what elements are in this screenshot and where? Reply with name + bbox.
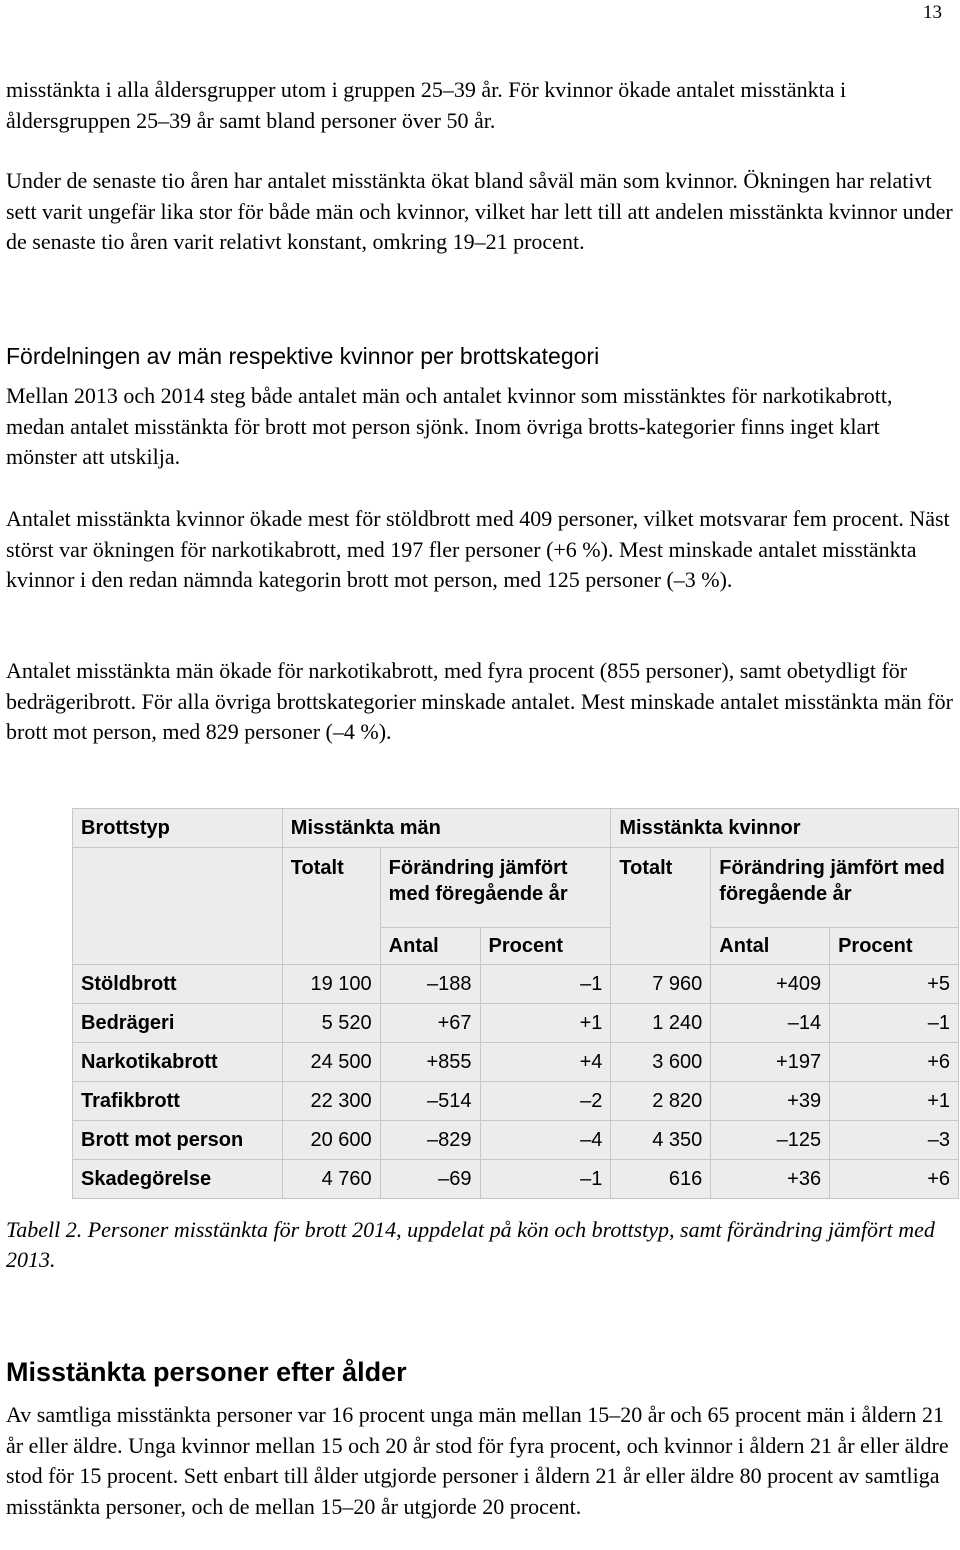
women-change-procent: +5 bbox=[830, 965, 959, 1004]
paragraph-categories: Mellan 2013 och 2014 steg både antalet män och antalet kvinnor som misstänktes för narkotikabrott, medan antalet misstänkta för brott mot person sjönk. Inom övriga brotts-kategorier finns inget klart mönster att utskilja. bbox=[6, 383, 893, 469]
men-change-procent: –1 bbox=[480, 1160, 611, 1199]
women-total: 616 bbox=[611, 1160, 711, 1199]
men-total: 24 500 bbox=[282, 1043, 380, 1082]
header-men-total: Totalt bbox=[282, 848, 380, 965]
section-heading-age: Misstänkta personer efter ålder bbox=[6, 1357, 407, 1387]
men-change-procent: –2 bbox=[480, 1082, 611, 1121]
table-row bbox=[73, 1043, 959, 1082]
men-change-antal: –514 bbox=[380, 1082, 480, 1121]
women-total: 4 350 bbox=[611, 1121, 711, 1160]
header-men-procent: Procent bbox=[480, 928, 611, 965]
men-total: 19 100 bbox=[282, 965, 380, 1004]
men-change-antal: +67 bbox=[380, 1004, 480, 1043]
row-type: Skadegörelse bbox=[73, 1160, 283, 1199]
men-change-procent: +4 bbox=[480, 1043, 611, 1082]
men-change-antal: +855 bbox=[380, 1043, 480, 1082]
men-change-antal: –829 bbox=[380, 1121, 480, 1160]
men-total: 22 300 bbox=[282, 1082, 380, 1121]
table-row bbox=[73, 1121, 959, 1160]
table-row bbox=[73, 1160, 959, 1199]
men-total: 5 520 bbox=[282, 1004, 380, 1043]
table-header-row-2 bbox=[73, 848, 959, 928]
row-type: Bedrägeri bbox=[73, 1004, 283, 1043]
women-change-procent: +6 bbox=[830, 1160, 959, 1199]
header-women-change: Förändring jämfört med föregående år bbox=[711, 848, 959, 928]
men-change-antal: –188 bbox=[380, 965, 480, 1004]
women-change-procent: +6 bbox=[830, 1043, 959, 1082]
table-row bbox=[73, 1082, 959, 1121]
men-total: 20 600 bbox=[282, 1121, 380, 1160]
crime-stats-table bbox=[72, 808, 959, 1199]
header-women-procent: Procent bbox=[830, 928, 959, 965]
men-change-procent: +1 bbox=[480, 1004, 611, 1043]
row-type: Stöldbrott bbox=[73, 965, 283, 1004]
paragraph-intro: misstänkta i alla åldersgrupper utom i gruppen 25–39 år. För kvinnor ökade antalet misstänkta i åldersgruppen 25–39 år samt bland personer över 50 år. bbox=[6, 77, 847, 133]
paragraph-age: Av samtliga misstänkta personer var 16 procent unga män mellan 15–20 år och 65 procent män i åldern 21 år eller äldre. Unga kvinnor mellan 15 och 20 år stod för fyra procent, och kvinnor i åldern 21 år eller äldre stod för 15 procent. Sett enbart till ålder utgjorde personer i åldern 21 år eller äldre 80 procent av samtliga misstänkta personer, och de mellan 15–20 år utgjorde 20 procent. bbox=[6, 1402, 949, 1519]
header-women-total: Totalt bbox=[611, 848, 711, 965]
header-men: Misstänkta män bbox=[282, 809, 611, 848]
women-change-procent: +1 bbox=[830, 1082, 959, 1121]
men-total: 4 760 bbox=[282, 1160, 380, 1199]
table-row bbox=[73, 1004, 959, 1043]
women-change-antal: +409 bbox=[711, 965, 830, 1004]
men-change-procent: –1 bbox=[480, 965, 611, 1004]
men-change-antal: –69 bbox=[380, 1160, 480, 1199]
women-total: 2 820 bbox=[611, 1082, 711, 1121]
header-men-antal: Antal bbox=[380, 928, 480, 965]
subheading-distribution: Fördelningen av män respektive kvinnor per brottskategori bbox=[6, 343, 600, 369]
row-type: Brott mot person bbox=[73, 1121, 283, 1160]
table-caption: Tabell 2. Personer misstänkta för brott 2014, uppdelat på kön och brottstyp, samt förändring jämfört med 2013. bbox=[6, 1217, 935, 1272]
row-type: Trafikbrott bbox=[73, 1082, 283, 1121]
row-type: Narkotikabrott bbox=[73, 1043, 283, 1082]
women-change-antal: +197 bbox=[711, 1043, 830, 1082]
women-change-procent: –1 bbox=[830, 1004, 959, 1043]
header-brottstyp: Brottstyp bbox=[73, 809, 283, 848]
women-total: 1 240 bbox=[611, 1004, 711, 1043]
men-change-procent: –4 bbox=[480, 1121, 611, 1160]
women-total: 3 600 bbox=[611, 1043, 711, 1082]
header-men-change: Förändring jämfört med föregående år bbox=[380, 848, 611, 928]
women-change-antal: +39 bbox=[711, 1082, 830, 1121]
table-row bbox=[73, 965, 959, 1004]
header-women: Misstänkta kvinnor bbox=[611, 809, 959, 848]
table-header-row-1 bbox=[73, 809, 959, 848]
women-total: 7 960 bbox=[611, 965, 711, 1004]
header-women-antal: Antal bbox=[711, 928, 830, 965]
paragraph-women: Antalet misstänkta kvinnor ökade mest för stöldbrott med 409 personer, vilket motsvarar fem procent. Näst störst var ökningen för narkotikabrott, med 197 fler personer (+6 %). Mest minskade antalet misstänkta kvinnor i den redan nämnda kategorin brott mot person, med 125 personer (–3 %). bbox=[6, 506, 950, 592]
women-change-procent: –3 bbox=[830, 1121, 959, 1160]
header-empty-cell bbox=[73, 848, 283, 965]
paragraph-trend: Under de senaste tio åren har antalet misstänkta ökat bland såväl män som kvinnor. Ökningen har relativt sett varit ungefär lika stor för både män och kvinnor, vilket har lett till att andelen misstänkta kvinnor under de senaste tio åren varit relativt konstant, omkring 19–21 procent. bbox=[6, 168, 953, 254]
women-change-antal: –125 bbox=[711, 1121, 830, 1160]
women-change-antal: +36 bbox=[711, 1160, 830, 1199]
women-change-antal: –14 bbox=[711, 1004, 830, 1043]
paragraph-men: Antalet misstänkta män ökade för narkotikabrott, med fyra procent (855 personer), samt obetydligt för bedrägeribrott. För alla övriga brottskategorier minskade antalet. Mest minskade antalet misstänkta män för brott mot person, med 829 personer (–4 %). bbox=[6, 658, 953, 744]
page-number: 13 bbox=[923, 2, 942, 23]
